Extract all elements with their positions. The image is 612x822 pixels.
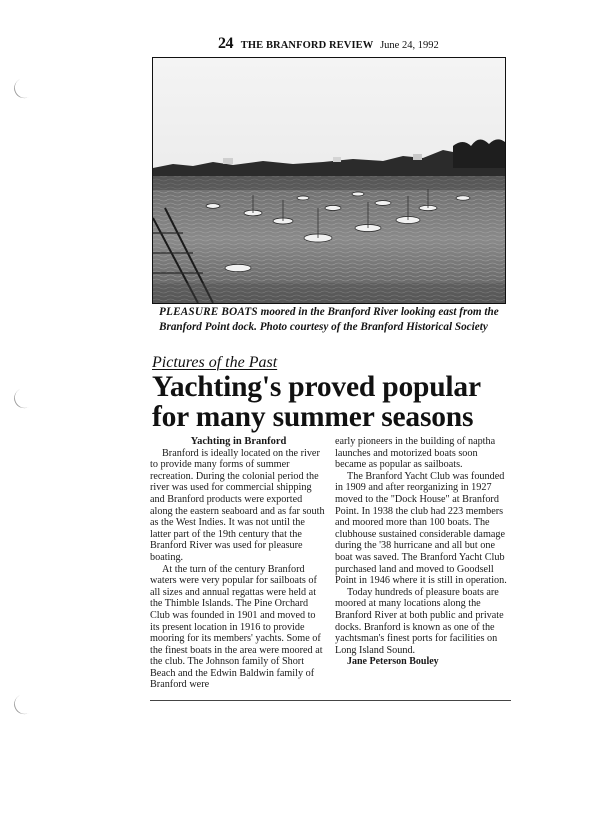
harbor-photo xyxy=(152,57,506,304)
article-paragraph: Branford is ideally located on the river to provide many forms of summer recreation. During the colonial period the river was used for commercial shipping and Branford products were exported along the eastern seaboard and as far south as the West Indies. It was not until the latter part of the 19th century that the Branford River was used for pleasure boating. xyxy=(150,447,325,563)
headline xyxy=(152,372,512,432)
publication-name: THE BRANFORD REVIEW xyxy=(240,40,374,51)
article-paragraph: Today hundreds of pleasure boats are moored at many locations along the Branford River at both public and private docks. Branford is known as one of the yachtsman's finest ports for facilities on Long Island Sound. xyxy=(335,586,504,656)
issue-date: June 24, 1992 xyxy=(380,40,439,51)
binder-hole-top xyxy=(11,74,38,101)
section-label: Pictures of the Past xyxy=(152,354,278,371)
page-number: 24 xyxy=(218,35,233,52)
article-subhead: Yachting in Branford xyxy=(190,436,287,447)
article-continuation: early pioneers in the building of naptha launches and motorized boats soon became as popular as sailboats. xyxy=(335,436,496,471)
article-paragraph: At the turn of the century Branford waters were very popular for sailboats of all sizes and annual regattas were held at the Thimble Islands. The Pine Orchard Club was founded in 1901 and moved to its present location in 1916 to provide mooring for its members' yachts. Some of the finest boats in the area were moored at the club. The Johnson family of Short Beach and the Edwin Baldwin family of Branford were xyxy=(150,563,323,691)
binder-hole-middle xyxy=(11,384,38,411)
harbor-boats-photo-icon xyxy=(153,58,505,303)
headline-line-1: Yachting's proved popular xyxy=(152,371,481,403)
caption-lead: PLEASURE BOATS xyxy=(159,306,258,318)
article-paragraph: The Branford Yacht Club was founded in 1909 and after reorganizing in 1927 moved to the "Dock House" at Branford Point. In 1938 the club had 223 members and moored more than 100 boats. The clubhouse sustained considerable damage during the '38 hurricane and all but one boat was saved. The Branford Yacht Club purchased land and moved to Goodsell Point in 1946 where it is still in operation. xyxy=(335,470,507,587)
article-column-right xyxy=(335,436,511,668)
caption-text: moored in the Branford River looking east from the Branford Point dock. Photo courtesy of the Branford Historical Society xyxy=(159,306,499,333)
bottom-rule xyxy=(150,700,511,701)
photo-caption xyxy=(159,305,509,335)
byline: Jane Peterson Bouley xyxy=(347,656,439,668)
headline-line-2: for many summer seasons xyxy=(152,401,474,433)
page-header xyxy=(218,35,518,53)
article-column-left xyxy=(150,436,327,691)
binder-hole-bottom xyxy=(11,690,38,717)
